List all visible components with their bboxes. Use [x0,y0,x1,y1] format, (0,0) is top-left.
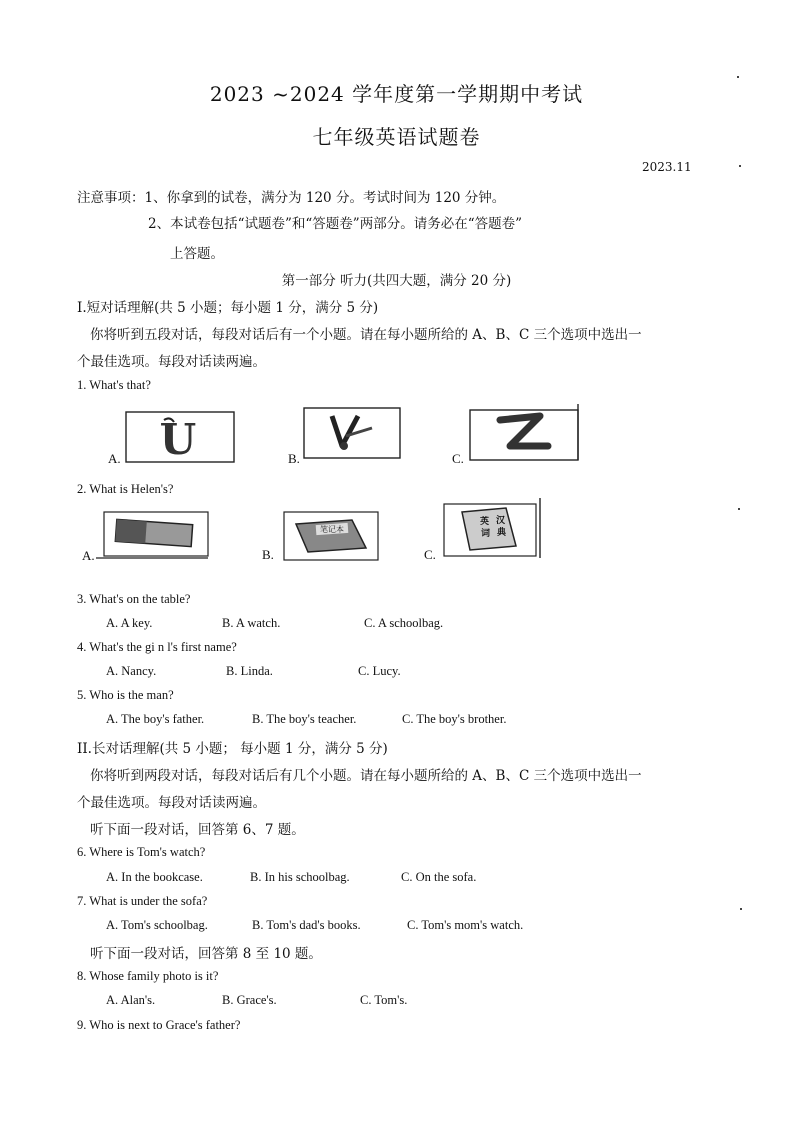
q2-option-a-image [96,510,210,562]
q2-option-b-label: B. [262,547,274,562]
q4-option-c: C. Lucy. [358,664,401,678]
question-1: 1. What's that? [77,378,151,392]
q3-option-a: A. A key. [106,616,153,630]
q1-option-c-image [468,402,582,464]
section2-instruction-2: 个最佳选项。每段对话读两遍。 [77,795,266,811]
notes-line-2: 2、本试卷包括“试题卷”和“答题卷”两部分。请务必在“答题卷” [148,216,522,232]
q8-option-a: A. Alan's. [106,993,156,1007]
question-2: 2. What is Helen's? [77,482,174,496]
q2-option-c-image [440,498,544,562]
exam-date: 2023.11 [642,160,692,174]
part1-heading: 第一部分 听力(共四大题，满分 20 分) [281,273,512,289]
q1-letter-u: U [159,415,197,464]
section2-heading: II.长对话理解(共 5 小题； 每小题 1 分，满分 5 分) [77,741,388,757]
q6-option-b: B. In his schoolbag. [250,870,350,884]
question-8: 8. Whose family photo is it? [77,969,219,983]
q2-dict-char-4: 典 [497,528,507,538]
exam-subtitle: 七年级英语试题卷 [312,125,481,149]
notes-line-1: 注意事项：1、你拿到的试卷，满分为 120 分。考试时间为 120 分钟。 [77,190,506,206]
q7-option-a: A. Tom's schoolbag. [106,918,208,932]
q2-dict-char-3: 词 [481,529,491,539]
q1-option-a-image [124,410,236,466]
q1-option-b-image [302,406,402,462]
q7-option-b: B. Tom's dad's books. [252,918,361,932]
q5-option-c: C. The boy's brother. [402,712,507,726]
q4-option-a: A. Nancy. [106,664,157,678]
q5-option-a: A. The boy's father. [106,712,205,726]
q3-option-b: B. A watch. [222,616,281,630]
q1-option-c-label: C. [452,451,464,466]
question-3: 3. What's on the table? [77,592,191,606]
q2-notebook-cover-text: 笔记本 [320,525,344,534]
question-9: 9. Who is next to Grace's father? [77,1018,241,1032]
section2-instruction-1: 你将听到两段对话，每段对话后有几个小题。请在每小题所给的 A、B、C 三个选项中选出一 [90,768,642,784]
q4-option-b: B. Linda. [226,664,273,678]
q1-option-a-label: A. [108,451,121,466]
section1-instruction-2: 个最佳选项。每段对话读两遍。 [77,354,266,370]
q2-dict-char-2: 汉 [496,516,506,526]
q6-option-a: A. In the bookcase. [106,870,203,884]
question-4: 4. What's the gi n l's first name? [77,640,237,654]
section1-heading: I.短对话理解(共 5 小题；每小题 1 分，满分 5 分) [77,300,379,316]
q3-option-c: C. A schoolbag. [364,616,444,630]
scan-speck [738,508,740,510]
scan-speck [739,165,741,167]
q2-option-c-label: C. [424,547,436,562]
scan-speck [737,76,739,78]
dialog1-intro: 听下面一段对话，回答第 6、7 题。 [90,822,305,838]
dialog2-intro: 听下面一段对话，回答第 8 至 10 题。 [90,946,322,962]
exam-title: 2023 ~2024 学年度第一学期期中考试 [209,82,584,106]
q1-option-b-label: B. [288,451,300,466]
question-5: 5. Who is the man? [77,688,174,702]
notes-line-3: 上答题。 [170,246,224,262]
q7-option-c: C. Tom's mom's watch. [407,918,524,932]
q6-option-c: C. On the sofa. [401,870,477,884]
section1-instruction-1: 你将听到五段对话，每段对话后有一个小题。请在每小题所给的 A、B、C 三个选项中选出一 [90,327,642,343]
question-6: 6. Where is Tom's watch? [77,845,206,859]
q5-option-b: B. The boy's teacher. [252,712,357,726]
q2-option-b-image [282,510,380,562]
q8-option-b: B. Grace's. [222,993,277,1007]
q2-dict-char-1: 英 [480,517,490,527]
q8-option-c: C. Tom's. [360,993,408,1007]
q2-option-a-label: A. [82,548,95,563]
scan-speck [740,908,742,910]
question-7: 7. What is under the sofa? [77,894,208,908]
